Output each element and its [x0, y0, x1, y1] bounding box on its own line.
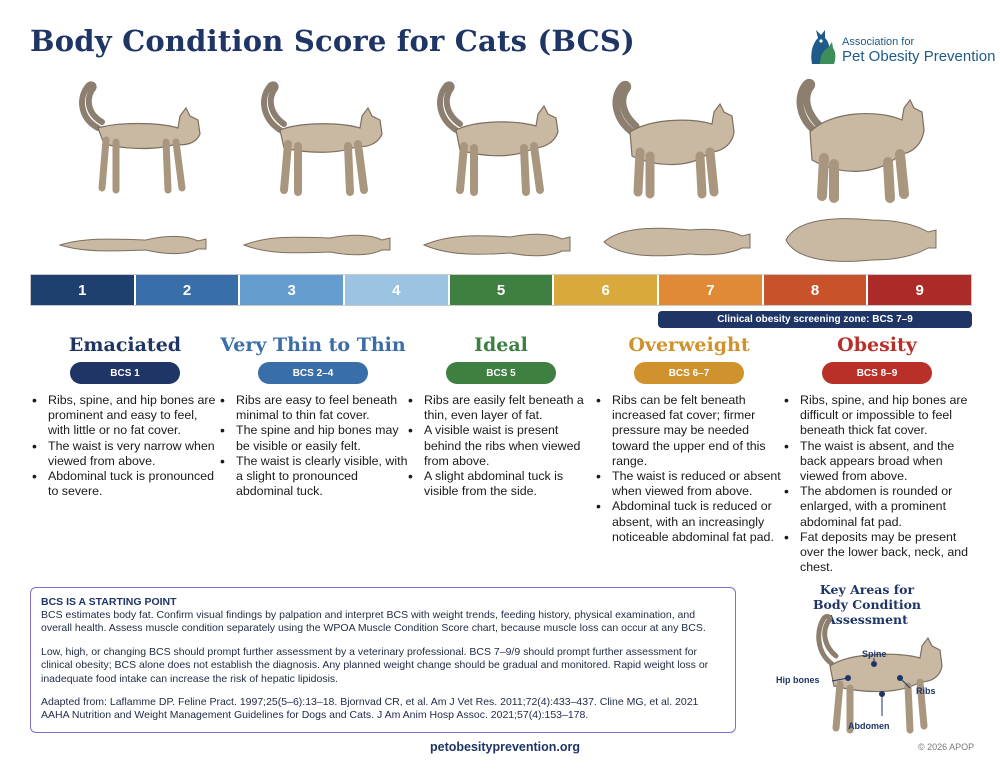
cat-top-bcs9: [782, 214, 942, 266]
category-overweight: [594, 332, 784, 545]
category-title: Overweight: [628, 334, 750, 356]
scale-cell-9: 9: [868, 275, 971, 305]
category-title: Obesity: [837, 334, 917, 356]
category-ideal: [406, 332, 596, 499]
bullet-item: • The abdomen is rounded or enlarged, with a prominent abdominal fat pad.: [782, 484, 972, 530]
category-title: Very Thin to Thin: [220, 334, 406, 356]
scale-cell-2: 2: [136, 275, 241, 305]
cat-side-bcs9: [776, 76, 936, 206]
category-title: Emaciated: [68, 334, 182, 356]
category-emaciated: [30, 332, 220, 499]
footer-website-link[interactable]: petobesityprevention.org: [430, 740, 581, 754]
bullet-item: • Ribs are easily felt beneath a thin, even layer of fat.: [406, 393, 596, 423]
category-bullets: [782, 393, 972, 575]
cat-top-bcs5: [420, 225, 574, 261]
bcs-info-box: [30, 587, 736, 733]
category-title: Ideal: [474, 334, 528, 356]
category-obesity: [782, 332, 972, 575]
bullet-item: • The waist is absent, and the back appears broad when viewed from above.: [782, 439, 972, 485]
obesity-screening-zone-banner: Clinical obesity screening zone: BCS 7–9: [658, 311, 972, 328]
key-areas-title-line1: Key Areas for: [819, 582, 915, 597]
scale-cell-8: 8: [764, 275, 869, 305]
bcs-scale-bar: [30, 274, 972, 306]
bullet-item: • Fat deposits may be present over the lower back, neck, and chest.: [782, 530, 972, 576]
scale-cell-7: 7: [659, 275, 764, 305]
bullet-item: • Ribs are easy to feel beneath minimal to thin fat cover.: [218, 393, 408, 423]
scale-cell-1: 1: [31, 275, 136, 305]
bullet-item: • The waist is reduced or absent when viewed from above.: [594, 469, 784, 499]
logo-text-line2: Pet Obesity Prevention: [842, 48, 996, 65]
page-title: Body Condition Score for Cats (BCS): [30, 24, 635, 58]
cat-side-bcs5: [416, 78, 566, 203]
bullet-item: • The waist is clearly visible, with a slight to pronounced abdominal tuck.: [218, 454, 408, 500]
bullet-item: • Ribs, spine, and hip bones are difficult or impossible to feel beneath thick fat cover.: [782, 393, 972, 439]
bullet-item: • Ribs can be felt beneath increased fat cover; firmer pressure may be needed toward the upper end of this range.: [594, 393, 784, 469]
category-bullets: [594, 393, 784, 545]
bullet-item: • The spine and hip bones may be visible or easily felt.: [218, 423, 408, 453]
logo-text-line1: Association for: [842, 36, 915, 48]
key-areas-title-line2: Body Condition Assessment: [812, 597, 922, 627]
apop-logo[interactable]: [806, 26, 996, 70]
category-pill: BCS 2–4: [258, 362, 368, 384]
label-abdomen: Abdomen: [848, 721, 890, 731]
footer-copyright: © 2026 APOP: [918, 742, 975, 752]
bullet-item: • A visible waist is present behind the ribs when viewed from above.: [406, 423, 596, 469]
category-bullets: [218, 393, 408, 499]
cat-top-bcs1: [56, 225, 210, 261]
category-bullets: [406, 393, 596, 499]
scale-cell-5: 5: [450, 275, 555, 305]
bullet-item: • Ribs, spine, and hip bones are prominent and easy to feel, with little or no fat cover.: [30, 393, 220, 439]
category-pill: BCS 6–7: [634, 362, 744, 384]
scale-cell-3: 3: [240, 275, 345, 305]
label-hip-bones: Hip bones: [776, 675, 820, 685]
key-areas-diagram: [770, 612, 970, 740]
cat-side-bcs1: [58, 78, 208, 203]
bullet-item: • A slight abdominal tuck is visible from the side.: [406, 469, 596, 499]
bullet-item: • Abdominal tuck is reduced or absent, with an increasingly noticeable abdominal fat pad.: [594, 499, 784, 545]
category-pill: BCS 8–9: [822, 362, 932, 384]
cat-top-bcs3: [240, 225, 394, 261]
cat-top-bcs7: [600, 220, 754, 264]
bullet-item: • Abdominal tuck is pronounced to severe.: [30, 469, 220, 499]
cat-side-bcs7: [592, 78, 742, 203]
cat-side-bcs3: [240, 78, 390, 203]
info-references: Adapted from: Laflamme DP. Feline Pract. 1997;25(5–6):13–18. Bjornvad CR, et al. Am J Vet Res. 2011;72(4):433–437. Cline MG, et al. 2021 AAHA Nutrition and Weight Management Guidelines for Dogs and Cats. J Am Anim Hosp Assoc. 2021;57(4):153–178.: [41, 696, 699, 722]
category-very-thin-to-thin: [218, 332, 408, 499]
bullet-item: • The waist is very narrow when viewed from above.: [30, 439, 220, 469]
info-paragraph: BCS estimates body fat. Confirm visual findings by palpation and interpret BCS with weight trends, feeding history, physical examination, and overall health. Assess muscle condition separately using the WPOA Muscle Condition Score chart, because muscle loss can occur at any BCS.: [41, 609, 706, 635]
category-bullets: [30, 393, 220, 499]
label-ribs: Ribs: [916, 686, 936, 696]
category-pill: BCS 1: [70, 362, 180, 384]
info-heading: BCS IS A STARTING POINT: [41, 596, 177, 608]
scale-cell-4: 4: [345, 275, 450, 305]
cat-dog-logo-icon: [806, 26, 838, 66]
info-paragraph: Low, high, or changing BCS should prompt further assessment by a veterinary professional. BCS 7–9/9 should prompt further assessment for clinical obesity; BCS alone does not establish the diagnosis. Any planned weight change should be gradual and monitored. Rapid weight loss or inadequate food intake can increase the risk of hepatic lipidosis.: [41, 645, 709, 685]
label-spine: Spine: [862, 649, 887, 659]
scale-cell-6: 6: [554, 275, 659, 305]
category-pill: BCS 5: [446, 362, 556, 384]
